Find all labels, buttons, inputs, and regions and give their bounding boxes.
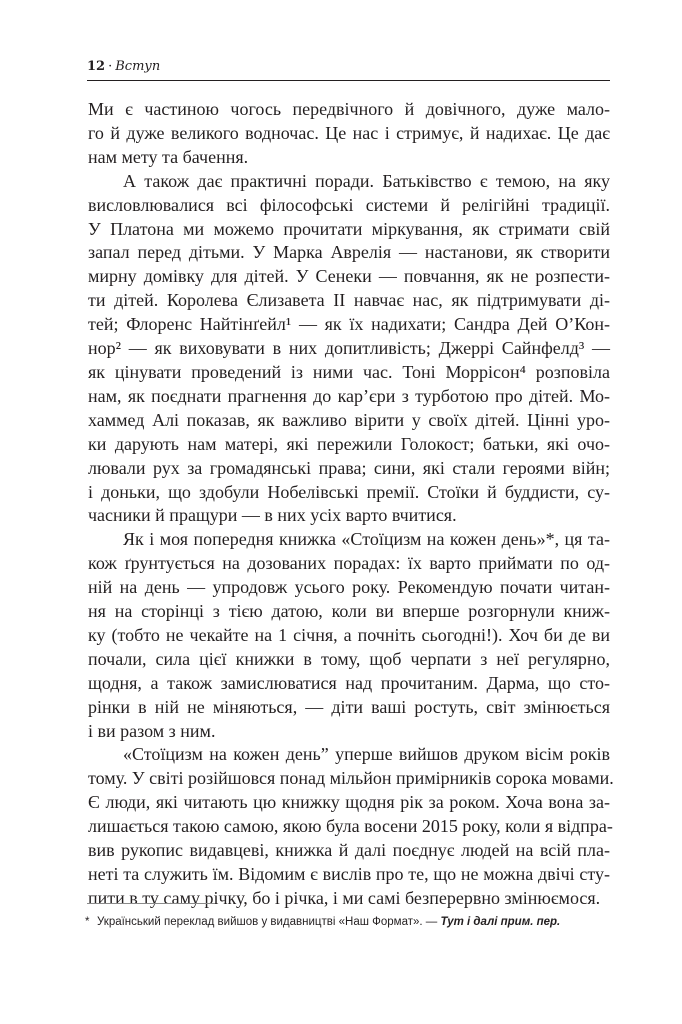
text-line: «Стоїцизм на кожен день” уперше вийшов друком вісім років	[123, 744, 610, 765]
text-line: ти дітей. Королева Єлизавета II навчає нас, як підтримувати ді-	[88, 290, 610, 311]
text-line: ній на день — упродовж усього року. Рекомендую почати читан-	[88, 577, 610, 598]
text-line: Є люди, які читають цю книжку щодня рік за роком. Хоча вона за-	[88, 792, 610, 813]
text-line: неті та служить їм. Відомим є вислів про те, що не можна двічі сту-	[88, 864, 610, 884]
text-line: почали, сила цієї книжки в тому, щоб черпати з неї регулярно,	[88, 648, 610, 669]
running-header	[87, 58, 610, 81]
text-line: А також дає практичні поради. Батьківство є темою, на яку	[123, 170, 610, 191]
footnote-text: Український переклад вийшов у видавництві «Наш Формат». —	[97, 916, 441, 928]
text-line: нам мету та бачення.	[88, 146, 249, 167]
text-line: висловлювалися всі філософські системи й релігійні традиції.	[88, 194, 610, 215]
header-separator: ·	[108, 59, 113, 74]
text-line: кож ґрунтується на дозованих порадах: їх варто приймати по од-	[88, 553, 610, 574]
footnote	[85, 914, 615, 930]
text-line: нор² — як виховувати в них допитливість; Джеррі Сайнфелд³ —	[88, 338, 610, 359]
footnote-translator-note: Тут і далі прим. пер.	[440, 916, 561, 928]
text-line: ня на сторінці з тією датою, коли ви вперше розгорнули книж-	[88, 601, 610, 622]
text-line: Як і моя попередня книжка «Стоїцизм на кожен день»*, ця та-	[123, 529, 610, 550]
section-title: Вступ	[115, 59, 161, 74]
text-line: запал перед дітьми. У Марка Аврелія — настанови, як створити	[88, 242, 610, 263]
text-line: хаммед Алі показав, як важливо вірити у своїх дітей. Цінні уро-	[88, 409, 610, 430]
text-line: У Платона ми можемо прочитати міркування, як стримати свій	[88, 218, 610, 239]
text-line: тому. У світі розійшовся понад мільйон примірників сорока мовами.	[88, 768, 614, 789]
text-line: як цінувати проведений із ними час. Тоні Моррісон⁴ розповіла	[88, 361, 610, 382]
text-line: вив рукопис видавцеві, книжка й далі поєднує людей на всій пла-	[88, 840, 610, 861]
footnote-divider	[87, 903, 215, 904]
text-line: і ви разом з ним.	[88, 720, 216, 741]
text-line: мирну домівку для дітей. У Сенеки — повчання, як не розпести-	[88, 266, 610, 287]
text-line: ку (тобто не чекайте на 1 січня, а почніть сьогодні!). Хоч би де ви	[88, 624, 610, 645]
text-line: рінки в ній не міняються, — діти ваші ростуть, світ змінюється	[88, 696, 610, 717]
footnote-marker: *	[85, 916, 90, 928]
text-line: го й дуже великого водночас. Це нас і стримує, й надихає. Це дає	[88, 122, 610, 143]
text-line: часники й пращури — в них усіх варто вчитися.	[88, 505, 457, 526]
text-line: щодня, а також замислюватися над прочитаним. Дарма, що сто-	[88, 672, 610, 693]
text-line: пити в ту саму річку, бо і річка, і ми самі безперервно змінюємося.	[88, 887, 601, 908]
page-number: 12	[87, 59, 106, 74]
text-line: лювали рух за громадянські права; сини, які стали героями війн;	[88, 457, 610, 478]
body-text	[88, 98, 614, 911]
text-line: нам, як поєднати прагнення до кар’єри з турботою про дітей. Мо-	[88, 385, 610, 406]
text-line: Ми є частиною чогось передвічного й довічного, дуже мало-	[88, 99, 610, 119]
text-line: і доньки, що здобули Нобелівські премії. Стоїки й буддисти, су-	[88, 481, 610, 502]
text-line: ки дарують нам матері, які пережили Голокост; батьки, які очо-	[88, 433, 610, 454]
text-line: лишається такою самою, якою була восени 2015 року, коли я відпра-	[88, 816, 613, 837]
text-line: тей; Флоренс Найтінґейл¹ — як їх надихати; Сандра Дей О’Кон-	[88, 314, 610, 335]
